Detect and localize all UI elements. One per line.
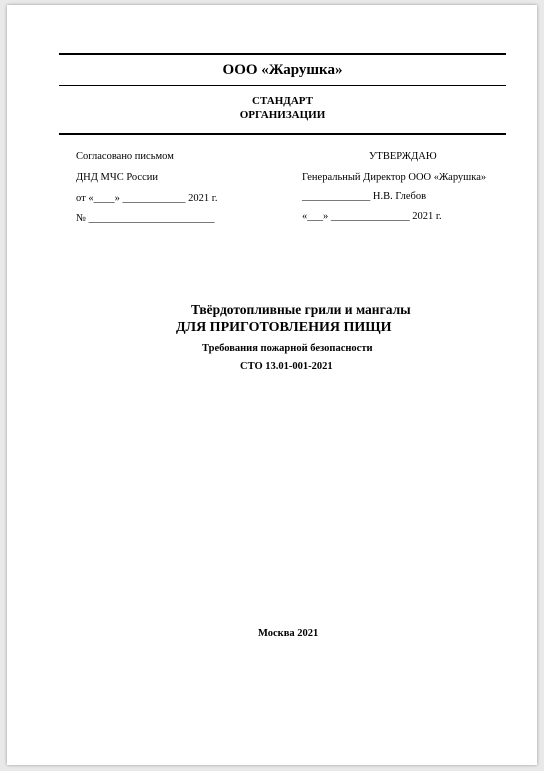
document-title-line2: ДЛЯ ПРИГОТОВЛЕНИЯ ПИЩИ [176, 320, 392, 335]
city-year: Москва 2021 [258, 628, 319, 639]
document-code: СТО 13.01-001-2021 [240, 361, 333, 372]
approved-line1: УТВЕРЖДАЮ [369, 151, 437, 162]
standard-title-line2: ОРГАНИЗАЦИИ [239, 109, 326, 121]
document-title-line1: Твёрдотопливные грили и мангалы [191, 302, 411, 317]
agreed-line3: от «____» ____________ 2021 г. [76, 193, 218, 204]
agreed-line2: ДНД МЧС России [76, 172, 158, 183]
document-page [7, 5, 537, 765]
agreed-line4: № ________________________ [76, 213, 215, 224]
company-name: ООО «Жарушка» [222, 62, 343, 78]
document-subtitle: Требования пожарной безопасности [202, 343, 373, 354]
header-bottom-rule [59, 133, 506, 135]
company-rule [59, 85, 506, 86]
approved-line4: «___» _______________ 2021 г. [302, 211, 442, 222]
approved-line2: Генеральный Директор ООО «Жарушка» [302, 172, 487, 183]
top-rule [59, 53, 506, 55]
approved-line3: _____________ Н.В. Глебов [302, 191, 427, 202]
agreed-line1: Согласовано письмом [76, 151, 174, 162]
standard-title-line1: СТАНДАРТ [252, 95, 313, 107]
